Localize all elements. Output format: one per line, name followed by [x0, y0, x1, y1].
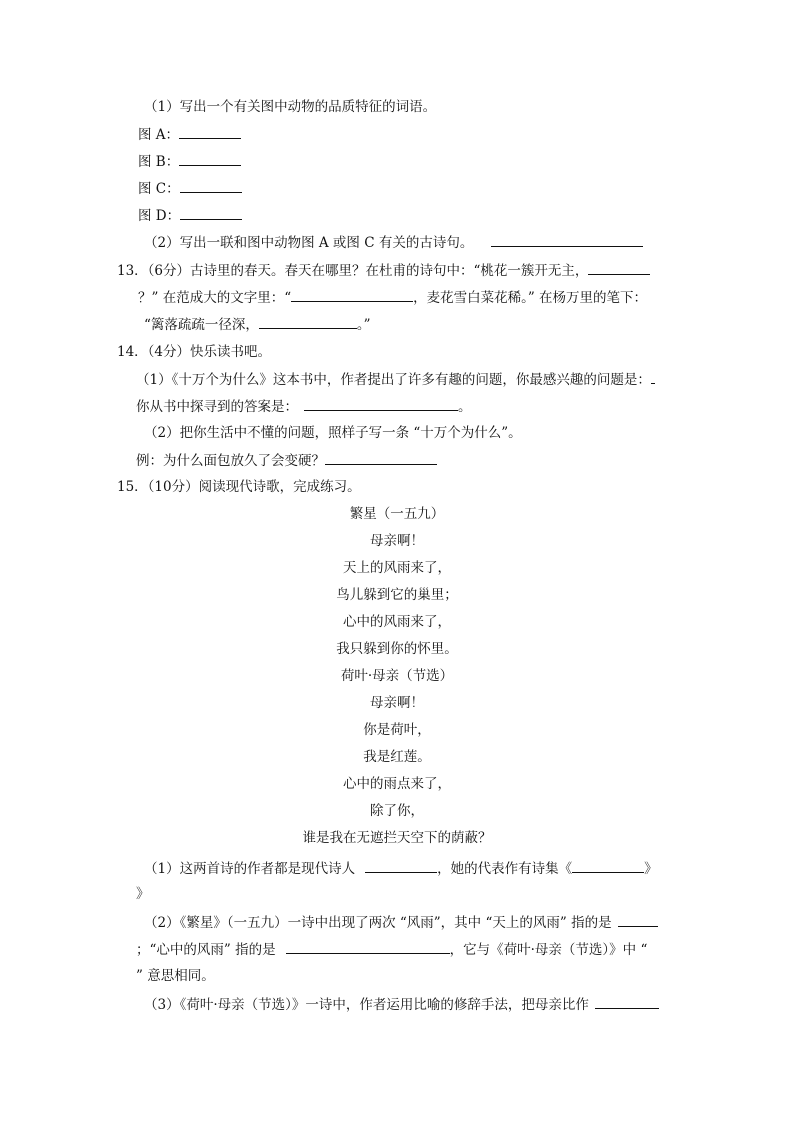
q14-line4: （2）把你生活中不懂的问题，照样子写一条 “十万个为什么”。 [144, 425, 522, 441]
q15-sub3 [144, 995, 659, 1014]
q13-line1-text: 13．（6分）古诗里的春天。春天在哪里？在杜甫的诗句中：“桃花一簇开无主， [117, 263, 589, 279]
q14-line2-text: （1）《十万个为什么》这本书中，作者提出了许多有趣的问题，你最感兴趣的问题是： [136, 372, 651, 388]
q13-line2 [138, 288, 647, 307]
q14-line5-text: 例：为什么面包放久了会变硬？ [136, 453, 325, 469]
q14-line3 [136, 397, 472, 416]
q14-line3-text: 你从书中探寻到的答案是： [136, 399, 298, 415]
q15-blank-sky[interactable] [618, 913, 658, 927]
poem1-line: 我只躲到你的怀里。 [336, 641, 458, 657]
q15-sub1b: ，她的代表作有诗集《 [437, 861, 573, 877]
q15-sub2c: ，它与《荷叶·母亲（节选）》中 “ [449, 942, 648, 958]
q15-sub3-text: （3）《荷叶·母亲（节选）》一诗中，作者运用比喻的修辞手法，把母亲比作 [144, 997, 589, 1013]
poem1-line: 鸟儿躲到它的巢里； [336, 587, 458, 603]
q12-label-b [138, 152, 241, 171]
q13-line3 [144, 315, 371, 334]
q15-header: 15．（10分）阅读现代诗歌，完成练习。 [117, 479, 361, 495]
q12-label-a [138, 125, 241, 144]
q15-sub2-line2 [136, 940, 647, 959]
q15-sub2-line3: ” 意思相同。 [136, 968, 215, 984]
q12-sub2 [144, 233, 643, 252]
q14-line5 [136, 451, 437, 470]
poem2-line: 你是荷叶， [363, 722, 431, 738]
q15-sub1-cont: 》 [136, 886, 150, 902]
q13-line1 [117, 261, 650, 280]
q14-blank-2[interactable] [304, 397, 458, 411]
q12-sub1: （1）写出一个有关图中动物的品质特征的词语。 [144, 99, 437, 115]
q15-sub2a: （2）《繁星》（一五九）一诗中出现了两次 “风雨”，其中 “天上的风雨” 指的是 [144, 915, 612, 931]
poem2-title: 荷叶·母亲（节选） [340, 668, 454, 684]
answer-blank-a[interactable] [179, 125, 241, 139]
label-text: 图 C： [138, 181, 180, 197]
q14-line2 [136, 370, 655, 389]
q12-label-d [138, 206, 242, 225]
poem2-line: 谁是我在无遮拦天空下的荫蔽？ [302, 830, 492, 846]
q14-blank-3[interactable] [325, 451, 437, 465]
poem2-line: 母亲啊！ [370, 695, 424, 711]
q13-line2b: ，麦花雪白菜花稀。” 在杨万里的笔下： [413, 290, 648, 306]
q15-sub1a: （1）这两首诗的作者都是现代诗人 [144, 861, 356, 877]
poem1-line: 母亲啊！ [370, 533, 424, 549]
q15-blank-collection[interactable] [572, 859, 644, 873]
q12-sub2-text: （2）写出一联和图中动物图 A 或图 C 有关的古诗句。 [144, 235, 474, 251]
poem2-line: 我是红莲。 [363, 749, 431, 765]
q13-blank-1[interactable] [588, 261, 650, 275]
q15-sub2b: ；“心中的风雨” 指的是 [136, 942, 276, 958]
poem1-line: 天上的风雨来了， [343, 560, 451, 576]
poem1-line: 心中的风雨来了， [343, 614, 451, 630]
q12-label-c [138, 179, 242, 198]
q15-blank-poet[interactable] [365, 859, 437, 873]
q13-line3a: “篱落疏疏一径深， [144, 317, 259, 333]
q15-sub2 [144, 913, 658, 932]
label-text: 图 B： [138, 154, 180, 170]
poem1-title: 繁星（一五九） [349, 506, 445, 522]
q14-line1: 14．（4分）快乐读书吧。 [117, 344, 272, 360]
answer-blank-b[interactable] [179, 152, 241, 166]
answer-blank-poem[interactable] [491, 233, 643, 247]
q13-blank-3[interactable] [259, 315, 357, 329]
answer-blank-d[interactable] [180, 206, 242, 220]
q15-sub1c: 》 [644, 861, 658, 877]
q15-sub1 [144, 859, 658, 878]
q13-blank-2[interactable] [291, 288, 413, 302]
answer-blank-c[interactable] [180, 179, 242, 193]
q14-blank-1[interactable] [651, 370, 655, 384]
poem2-line: 心中的雨点来了， [343, 776, 451, 792]
q13-line3b: 。” [356, 317, 371, 333]
poem2-line: 除了你， [370, 803, 424, 819]
q13-line2a: ？” 在范成大的文字里：“ [138, 290, 292, 306]
q15-blank-metaphor[interactable] [595, 995, 659, 1009]
label-text: 图 D： [138, 208, 181, 224]
q15-blank-heart[interactable] [286, 940, 450, 954]
q14-line3-end: 。 [458, 399, 472, 415]
label-text: 图 A： [138, 127, 180, 143]
